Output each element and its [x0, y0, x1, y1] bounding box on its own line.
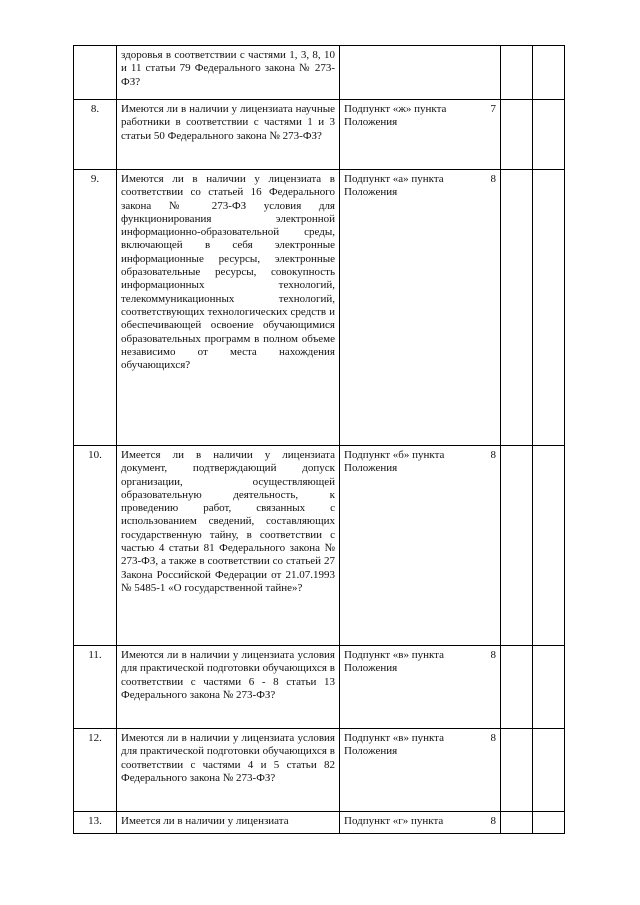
answer-cell[interactable] [501, 812, 533, 834]
answer-cell[interactable] [501, 100, 533, 170]
answer-cell[interactable] [533, 729, 565, 812]
reference-number: 7 [490, 103, 496, 115]
checklist-table [73, 45, 565, 834]
question-text: Имеется ли в наличии у лицензиата документ, подтверждающий допуск организации, осуществляющей образовательную деятельность, к проведению работ, связанных с использованием сведений, составляющих государственную тайну, в соответствии с частью 4 статьи 81 Федерального закона № 273-ФЗ, а также в соответствии со статьей 27 Закона Российской Федерации от 21.07.1993 № 5485-1 «О государственной тайне»? [117, 446, 340, 646]
table-row [74, 46, 565, 100]
reference-number: 8 [490, 815, 496, 827]
answer-cell[interactable] [533, 446, 565, 646]
question-text: Имеются ли в наличии у лицензиата научные работники в соответствии с частями 1 и 3 статьи 50 Федерального закона № 273-ФЗ? [117, 100, 340, 170]
answer-cell[interactable] [533, 646, 565, 729]
answer-cell[interactable] [501, 446, 533, 646]
reference-line [344, 173, 496, 186]
reference-line [344, 649, 496, 662]
reference-main: Подпункт «в» пункта [344, 732, 444, 744]
reference-main: Подпункт «ж» пункта [344, 103, 447, 115]
answer-cell[interactable] [533, 46, 565, 100]
table-row [74, 446, 565, 646]
reference-main: Подпункт «г» пункта [344, 815, 444, 827]
row-number [74, 46, 117, 100]
question-text: Имеются ли в наличии у лицензиата условия для практической подготовки обучающихся в соответствии с частями 6 - 8 статьи 13 Федерального закона № 273-ФЗ? [117, 646, 340, 729]
answer-cell[interactable] [501, 729, 533, 812]
legal-reference [340, 46, 501, 100]
table-row [74, 812, 565, 834]
legal-reference [340, 170, 501, 446]
answer-cell[interactable] [533, 170, 565, 446]
reference-rest: Положения [344, 462, 398, 475]
legal-reference [340, 646, 501, 729]
question-text: Имеются ли в наличии у лицензиата в соответствии со статьей 16 Федерального закона № 273-ФЗ условия для функционирования электронной информационно-образовательной среды, включающей в себя электронные информационные ресурсы, электронные образовательные ресурсы, совокупность информационных технологий, телекоммуникационных технологий, соответствующих технологических средств и обеспечивающей освоение обучающимися образовательных программ в полном объеме независимо от места нахождения обучающихся? [117, 170, 340, 446]
reference-rest: Положения [344, 662, 398, 675]
row-number: 10. [74, 446, 117, 646]
reference-main: Подпункт «б» пункта [344, 449, 445, 461]
legal-reference [340, 812, 501, 834]
reference-number: 8 [490, 732, 496, 744]
table-row [74, 729, 565, 812]
answer-cell[interactable] [501, 170, 533, 446]
question-text: здоровья в соответствии с частями 1, 3, 8, 10 и 11 статьи 79 Федерального закона № 273-ФЗ? [117, 46, 340, 100]
reference-number: 8 [490, 173, 496, 185]
reference-main: Подпункт «в» пункта [344, 649, 444, 661]
reference-rest: Положения [344, 745, 398, 758]
row-number: 12. [74, 729, 117, 812]
row-number: 11. [74, 646, 117, 729]
table-row [74, 646, 565, 729]
question-text: Имеется ли в наличии у лицензиата [117, 812, 340, 834]
reference-rest: Положения [344, 186, 398, 199]
reference-line [344, 103, 496, 116]
answer-cell[interactable] [533, 100, 565, 170]
table-row [74, 170, 565, 446]
row-number: 13. [74, 812, 117, 834]
answer-cell[interactable] [533, 812, 565, 834]
row-number: 9. [74, 170, 117, 446]
answer-cell[interactable] [501, 646, 533, 729]
question-text: Имеются ли в наличии у лицензиата условия для практической подготовки обучающихся в соответствии с частями 4 и 5 статьи 82 Федерального закона № 273-ФЗ? [117, 729, 340, 812]
reference-number: 8 [490, 449, 496, 461]
reference-number: 8 [490, 649, 496, 661]
legal-reference [340, 729, 501, 812]
table-row [74, 100, 565, 170]
reference-main: Подпункт «а» пункта [344, 173, 444, 185]
reference-line [344, 732, 496, 745]
reference-line [344, 449, 496, 462]
reference-rest: Положения [344, 116, 398, 129]
row-number: 8. [74, 100, 117, 170]
reference-line [344, 815, 496, 828]
legal-reference [340, 446, 501, 646]
legal-reference [340, 100, 501, 170]
answer-cell[interactable] [501, 46, 533, 100]
